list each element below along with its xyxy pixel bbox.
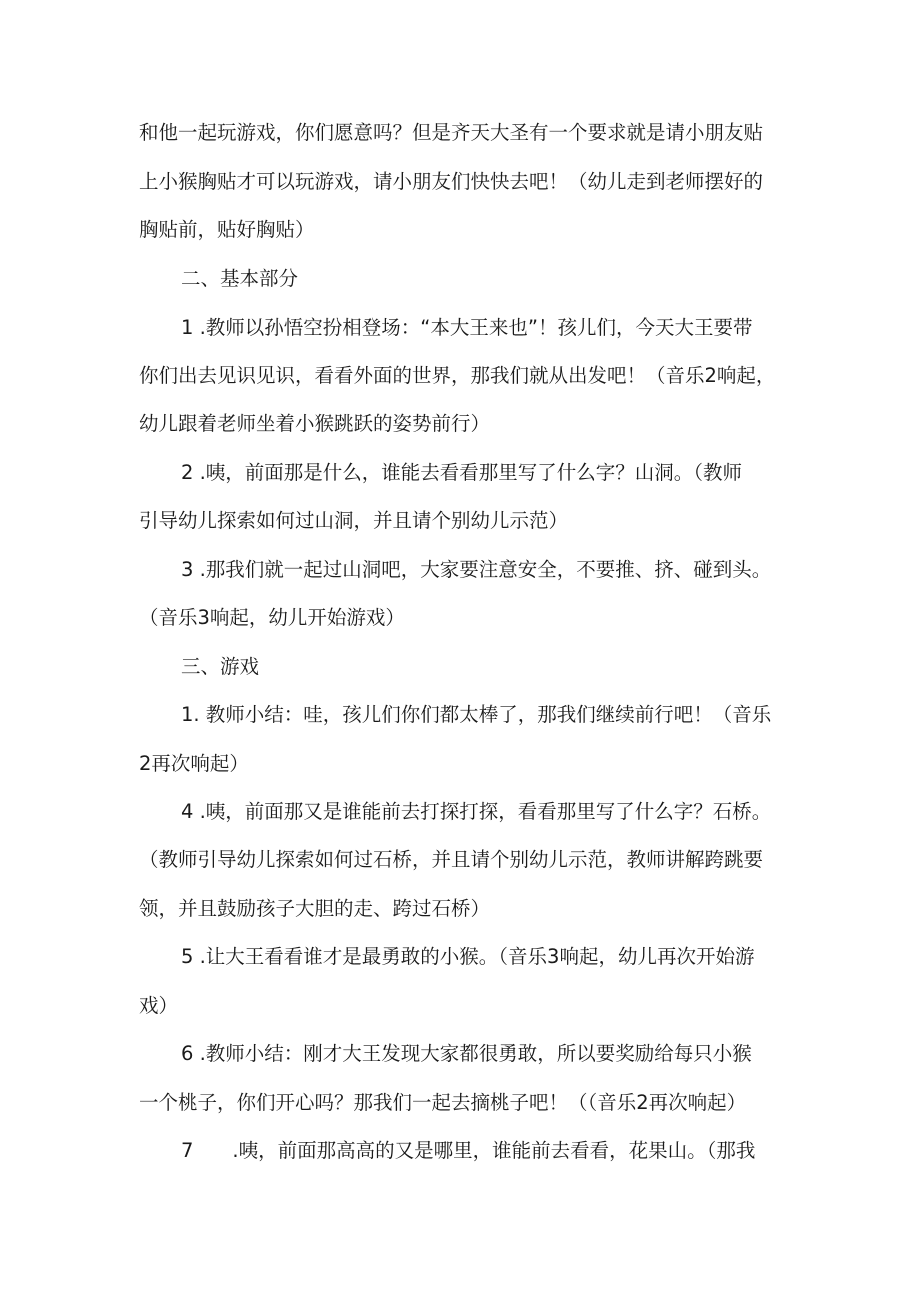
text-line: 一个桃子，你们开心吗？那我们一起去摘桃子吧！（（音乐2再次响起） (139, 1091, 747, 1114)
text-line: （教师引导幼儿探索如何过石桥，并且请个别幼儿示范，教师讲解跨跳要 (139, 848, 764, 871)
text-line: 上小猴胸贴才可以玩游戏，请小朋友们快快去吧！（幼儿走到老师摆好的 (139, 170, 764, 193)
section-heading: 二、基本部分 (181, 267, 299, 290)
text-line: 2再次响起） (139, 752, 249, 775)
text-line: 胸贴前，贴好胸贴） (139, 218, 315, 241)
text-line: 5 .让大王看看谁才是最勇敢的小猴。（音乐3响起，幼儿再次开始游 (181, 945, 755, 968)
text-line: 戏） (139, 994, 179, 1017)
text-line: 领，并且鼓励孩子大胆的走、跨过石桥） (139, 897, 491, 920)
text-line: 3 .那我们就一起过山洞吧，大家要注意安全，不要推、挤、碰到头。 (181, 558, 772, 581)
text-line: 4 .咦，前面那又是谁能前去打探打探，看看那里写了什么字？石桥。 (181, 800, 772, 823)
text-line: 1. 教师小结：哇，孩儿们你们都太棒了，那我们继续前行吧！（音乐 (181, 703, 772, 726)
text-line: （音乐3响起，幼儿开始游戏） (139, 606, 405, 629)
text-line: 6 .教师小结：刚才大王发现大家都很勇敢，所以要奖励给每只小猴 (181, 1042, 752, 1065)
section-heading: 三、游戏 (181, 655, 260, 678)
text-line: 引导幼儿探索如何过山洞，并且请个别幼儿示范） (139, 509, 569, 532)
text-line: 2 .咦，前面那是什么，谁能去看看那里写了什么字？山洞。（教师 (181, 461, 743, 484)
text-line: 7 .咦，前面那高高的又是哪里，谁能前去看看，花果山。（那我 (181, 1139, 756, 1162)
text-line: 幼儿跟着老师坐着小猴跳跃的姿势前行） (139, 412, 491, 435)
text-line: 和他一起玩游戏，你们愿意吗？但是齐天大圣有一个要求就是请小朋友贴 (139, 121, 764, 144)
text-line: 你们出去见识见识，看看外面的世界，那我们就从出发吧！（音乐2响起， (139, 364, 776, 387)
text-line: 1 .教师以孙悟空扮相登场：“本大王来也”！孩儿们，今天大王要带 (181, 316, 753, 339)
